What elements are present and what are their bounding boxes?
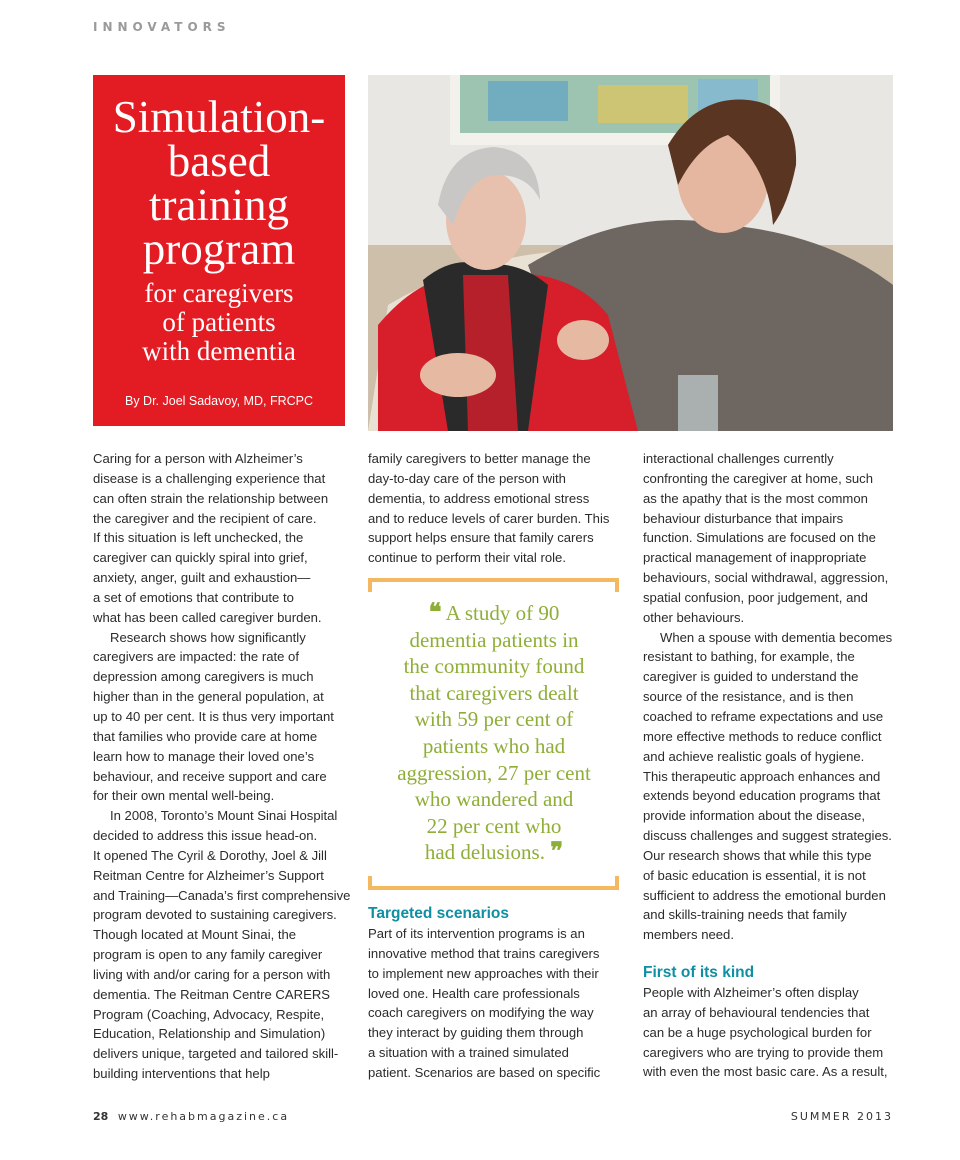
issue-label: SUMMER 2013 [790, 1110, 893, 1123]
article-title: Simulation- based training program [112, 92, 326, 274]
pull-quote-bottom-rule [368, 886, 619, 890]
pull-quote-corner [368, 876, 372, 890]
column-2-lower [368, 904, 624, 1083]
close-quote-icon: ❞ [550, 839, 564, 866]
pull-quote-top-rule [368, 578, 619, 582]
section-heading: Targeted scenarios [368, 905, 509, 922]
pull-quote-text: ❝ A study of 90 dementia patients in the community found that caregivers dealt with 59 per cent of patients who had aggression, 27 per cent who wandered and 22 per cent who had delusions. ❞ [397, 600, 591, 866]
pull-quote-corner [615, 876, 619, 890]
paragraph: In 2008, Toronto’s Mount Sinai Hospital decided to address this issue head-on. It opened The Cyril & Dorothy, Joel & Jill Reitman Centre for Alzheimer’s Support and Training—Canada’s first comprehensive program devoted to sustaining caregivers. Though located at Mount Sinai, the program is open to any family caregiver living with and/or caring for a person with dementia. The Reitman Centre CARERS Program (Coaching, Advocacy, Respite, Education, Relationship and Simulation) delivers unique, targeted and tailored skill- building interventions that help [93, 808, 351, 1082]
byline: By Dr. Joel Sadavoy, MD, FRCPC [124, 394, 313, 408]
pull-quote-corner [615, 578, 619, 592]
article-subtitle: for caregivers of patients with dementia [142, 278, 296, 366]
paragraph: family caregivers to better manage the day-to-day care of the person with dementia, to address emotional stress and to reduce levels of carer burden. This support helps ensure that family carers continue to perform their vital role. [368, 451, 610, 566]
pull-quote [368, 578, 619, 890]
column-2 [368, 449, 624, 568]
paragraph: Caring for a person with Alzheimer’s disease is a challenging experience that can often strain the relationship between the caregiver and the recipient of care. If this situation is left unchecked, the caregiver can quickly spiral into grief, anxiety, anger, guilt and exhaustion— a set of emotions that contribute to what has been called caregiver burden. [93, 451, 329, 625]
paragraph: When a spouse with dementia becomes resistant to bathing, for example, the caregiver is guided to understand the source of the resistance, and is then coached to reframe expectations and use more effective methods to reduce conflict and achieve realistic goals of hygiene. This therapeutic approach enhances and extends beyond education programs that provide information about the disease, discuss challenges and suggest strategies. Our research shows that while this type of basic education is essential, it is not sufficient to address the emotional burden and skills-training needs that family members need. [643, 629, 893, 943]
page-number: 28 [93, 1110, 109, 1123]
title-box [93, 75, 345, 426]
paragraph: Part of its intervention programs is an innovative method that trains caregivers to implement new approaches with their loved one. Health care professionals coach caregivers on modifying the way they interact by guiding them through a situation with a trained simulated patient. Scenarios are based on specific [368, 926, 601, 1080]
paragraph: People with Alzheimer’s often display an array of behavioural tendencies that can be a huge psychological burden for caregivers who are trying to provide them with even the most basic care. As a result, [643, 985, 888, 1080]
column-1 [93, 449, 353, 1084]
open-quote-icon: ❝ [428, 600, 442, 626]
paragraph: Research shows how significantly caregivers are impacted: the rate of depression among caregivers is much higher than in the general population, at up to 40 per cent. It is thus very important that families who provide care at home learn how to manage their loved one’s behaviour, and receive support and care for their own mental well-being. [93, 629, 334, 804]
section-label: INNOVATORS [93, 20, 231, 34]
article-photo [368, 75, 893, 431]
website-link[interactable]: www.rehabmagazine.ca [117, 1110, 290, 1123]
column-3 [643, 449, 903, 1082]
footer-left [93, 1110, 289, 1123]
section-heading: First of its kind [643, 964, 755, 982]
paragraph: interactional challenges currently confronting the caregiver at home, such as the apathy that is the most common behaviour disturbance that impairs function. Simulations are focused on the practical management of inappropriate behaviours, social withdrawal, aggression, spatial confusion, poor judgement, and other behaviours. [643, 451, 889, 625]
pull-quote-corner [368, 578, 372, 592]
